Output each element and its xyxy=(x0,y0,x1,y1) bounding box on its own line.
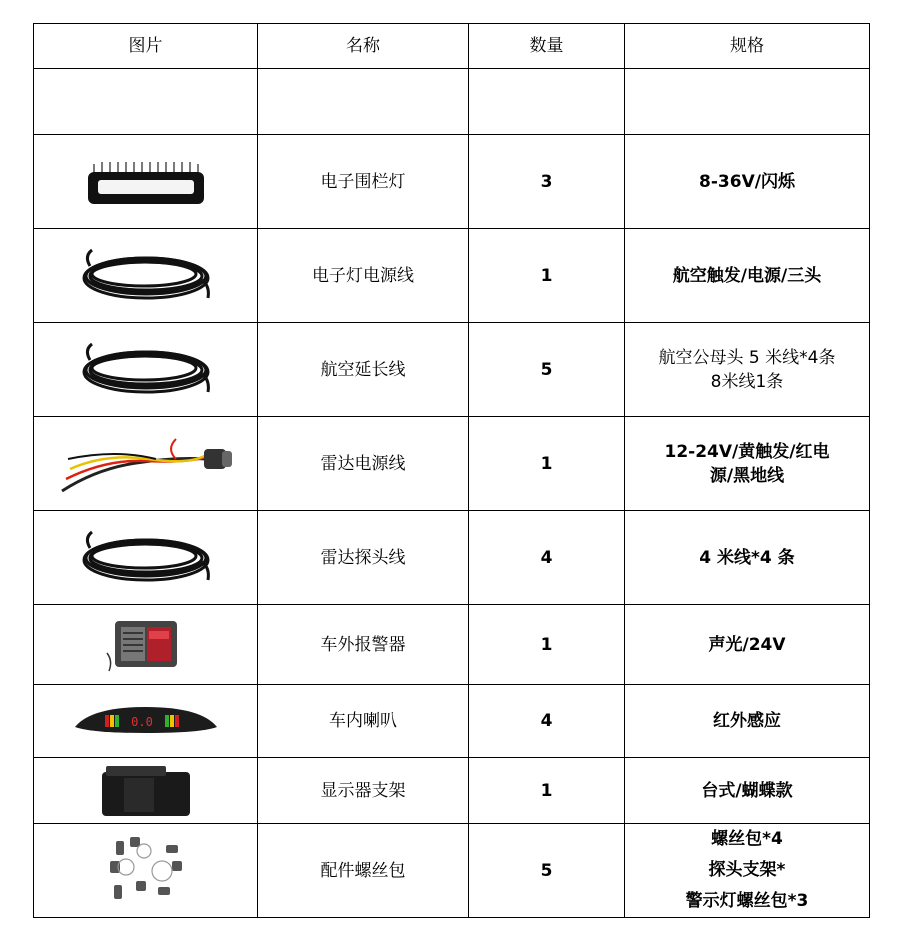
table-row xyxy=(34,229,870,323)
spec-line: 4 米线*4 条 xyxy=(699,547,795,568)
display-digits: 0.0 xyxy=(130,715,153,729)
quantity-cell: 1 xyxy=(469,605,625,685)
spec-cell xyxy=(625,135,870,229)
name-cell: 电子围栏灯 xyxy=(258,135,469,229)
header-row xyxy=(34,24,870,69)
name-cell: 显示器支架 xyxy=(258,758,469,824)
name-cell: 航空延长线 xyxy=(258,323,469,417)
spec-cell xyxy=(625,511,870,605)
image-cell xyxy=(34,824,258,918)
spec-cell xyxy=(625,824,870,918)
image-cell xyxy=(34,229,258,323)
spec-line: 警示灯螺丝包*3 xyxy=(685,891,809,911)
table-row xyxy=(34,758,870,824)
table-row xyxy=(34,323,870,417)
name-cell: 车外报警器 xyxy=(258,605,469,685)
spec-line: 12-24V/黄触发/红电 xyxy=(664,441,830,462)
header-image: 图片 xyxy=(34,24,258,69)
spec-cell xyxy=(625,417,870,511)
quantity-cell: 5 xyxy=(469,824,625,918)
spec-line: 红外感应 xyxy=(713,711,781,731)
spec-cell xyxy=(625,605,870,685)
table-row xyxy=(34,417,870,511)
cable-coil-icon xyxy=(76,246,216,306)
spec-line: 探头支架* xyxy=(708,860,786,880)
quantity-cell: 4 xyxy=(469,685,625,758)
header-name: 名称 xyxy=(258,24,469,69)
cable-coil-icon xyxy=(76,528,216,588)
header-quantity: 数量 xyxy=(469,24,625,69)
quantity-cell: 3 xyxy=(469,135,625,229)
spec-line: 螺丝包*4 xyxy=(711,829,783,849)
empty-cell xyxy=(469,69,625,135)
parts-table xyxy=(33,23,870,918)
spec-cell xyxy=(625,685,870,758)
name-cell: 雷达探头线 xyxy=(258,511,469,605)
spec-line: 8米线1条 xyxy=(710,371,784,392)
spec-cell xyxy=(625,229,870,323)
screw-pack-icon xyxy=(96,831,196,911)
led-light-bar-icon xyxy=(84,154,208,210)
quantity-cell: 1 xyxy=(469,229,625,323)
quantity-cell: 1 xyxy=(469,758,625,824)
name-cell: 配件螺丝包 xyxy=(258,824,469,918)
quantity-cell: 1 xyxy=(469,417,625,511)
spec-line: 航空公母头 5 米线*4条 xyxy=(658,347,836,368)
name-cell: 车内喇叭 xyxy=(258,685,469,758)
spec-line: 台式/蝴蝶款 xyxy=(701,780,793,801)
table-row xyxy=(34,605,870,685)
name-cell: 雷达电源线 xyxy=(258,417,469,511)
image-cell xyxy=(34,135,258,229)
spec-line: 航空触发/电源/三头 xyxy=(672,265,822,286)
cable-coil-icon xyxy=(76,340,216,400)
wire-harness-icon xyxy=(56,429,236,499)
spec-line: 源/黑地线 xyxy=(709,465,785,486)
quantity-cell: 4 xyxy=(469,511,625,605)
display-bracket-icon xyxy=(96,762,196,820)
table-row xyxy=(34,511,870,605)
empty-row xyxy=(34,69,870,135)
spec-cell xyxy=(625,758,870,824)
table-row xyxy=(34,135,870,229)
header-spec: 规格 xyxy=(625,24,870,69)
spec-line: 声光/24V xyxy=(708,634,786,655)
image-cell xyxy=(34,323,258,417)
image-cell xyxy=(34,417,258,511)
spec-line: 8-36V/闪烁 xyxy=(699,171,795,192)
empty-cell xyxy=(258,69,469,135)
in-car-display-icon xyxy=(71,701,221,741)
quantity-cell: 5 xyxy=(469,323,625,417)
name-cell: 电子灯电源线 xyxy=(258,229,469,323)
image-cell xyxy=(34,511,258,605)
table-row xyxy=(34,824,870,918)
image-cell xyxy=(34,758,258,824)
table-row xyxy=(34,685,870,758)
empty-cell xyxy=(34,69,258,135)
spec-cell xyxy=(625,323,870,417)
empty-cell xyxy=(625,69,870,135)
image-cell xyxy=(34,685,258,758)
image-cell xyxy=(34,605,258,685)
external-alarm-icon xyxy=(101,615,191,675)
